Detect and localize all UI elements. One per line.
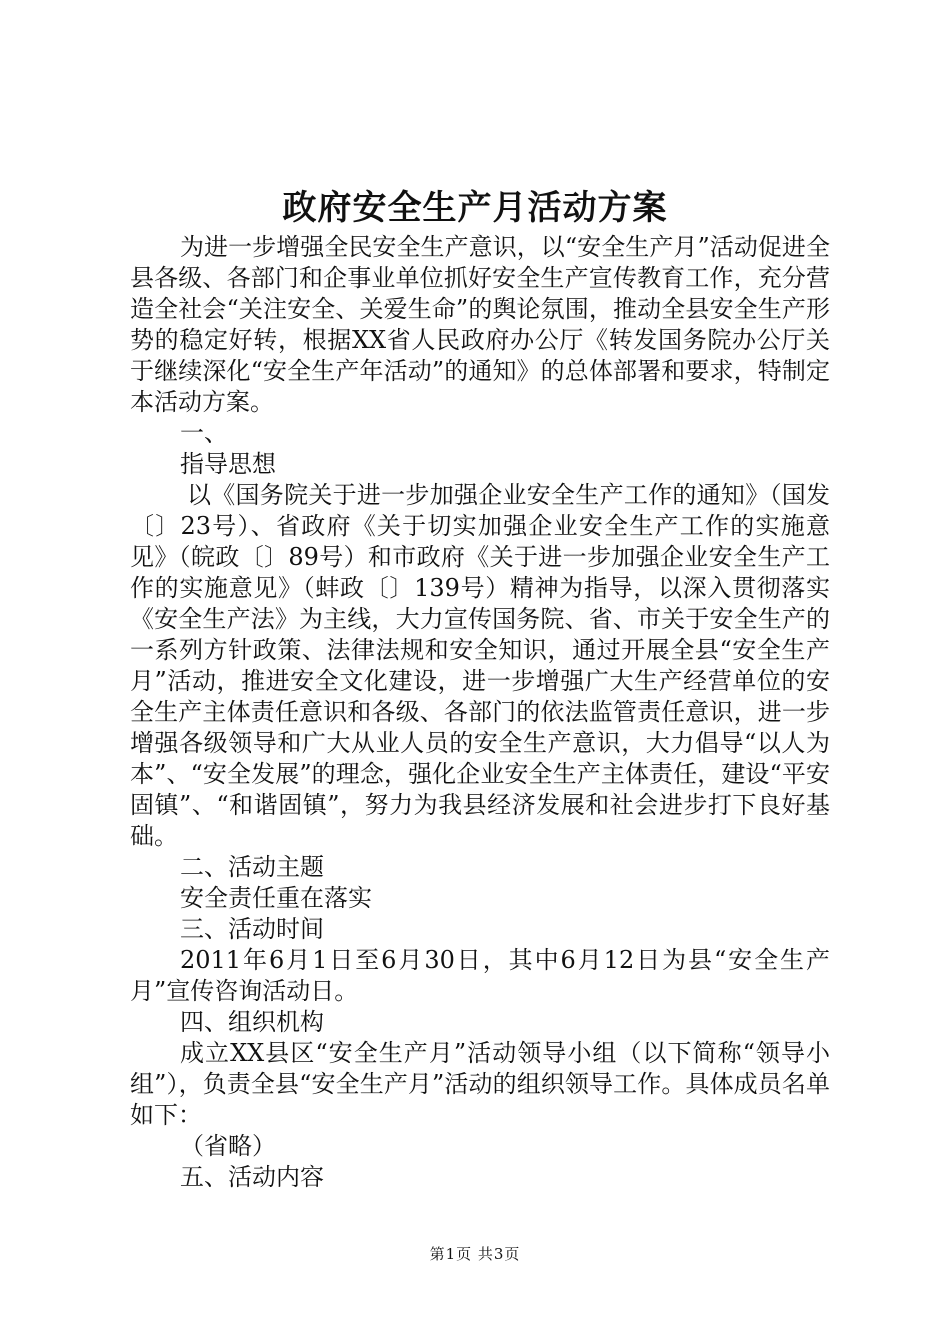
document-title: 政府安全生产月活动方案 [282, 188, 668, 228]
omitted-note: （省略） [180, 1132, 276, 1160]
intro-paragraph: 为进一步增强全民安全生产意识，以“安全生产月”活动促进全县各级、各部门和企事业单位抓好安全生产宣传教育工作，充分营造全社会“关注安全、关爱生命”的舆论氛围，推动全县安全生产形势的稳定好转，根据XX省人民政府办公厅《转发国务院办公厅关于继续深化“安全生产年活动”的通知》的总体部署和要求，特制定本活动方案。 [130, 233, 830, 416]
section-3-heading: 三、活动时间 [180, 915, 324, 943]
section-4-heading: 四、组织机构 [180, 1008, 324, 1036]
organization-paragraph: 成立XX县区“安全生产月”活动领导小组（以下简称“领导小组”），负责全县“安全生产月”活动的组织领导工作。具体成员名单如下： [130, 1039, 830, 1129]
guiding-ideology-paragraph: 以《国务院关于进一步加强企业安全生产工作的通知》（国发〔〕23号）、省政府《关于切实加强企业安全生产工作的实施意见》（皖政〔〕89号）和市政府《关于进一步加强企业安全生产工作的实施意见》（蚌政〔〕139号）精神为指导，以深入贯彻落实《安全生产法》为主线，大力宣传国务院、省、市关于安全生产的一系列方针政策、法律法规和安全知识，通过开展全县“安全生产月”活动，推进安全文化建设，进一步增强广大生产经营单位的安全生产主体责任意识和各级、各部门的依法监管责任意识，进一步增强各级领导和广大从业人员的安全生产意识，大力倡导“以人为本”、“安全发展”的理念，强化企业安全生产主体责任，建设“平安固镇”、“和谐固镇”，努力为我县经济发展和社会进步打下良好基础。 [130, 481, 830, 850]
section-1-heading: 指导思想 [180, 450, 276, 478]
document-body [130, 232, 830, 1193]
activity-time-paragraph: 2011年6月1日至6月30日，其中6月12日为县“安全生产月”宣传咨询活动日。 [130, 946, 830, 1005]
section-5-heading: 五、活动内容 [180, 1163, 324, 1191]
section-1-number: 一、 [180, 419, 228, 447]
page-footer: 第1页 共3页 [429, 1245, 521, 1263]
activity-theme-text: 安全责任重在落实 [180, 884, 372, 912]
section-2-heading: 二、活动主题 [180, 853, 324, 881]
